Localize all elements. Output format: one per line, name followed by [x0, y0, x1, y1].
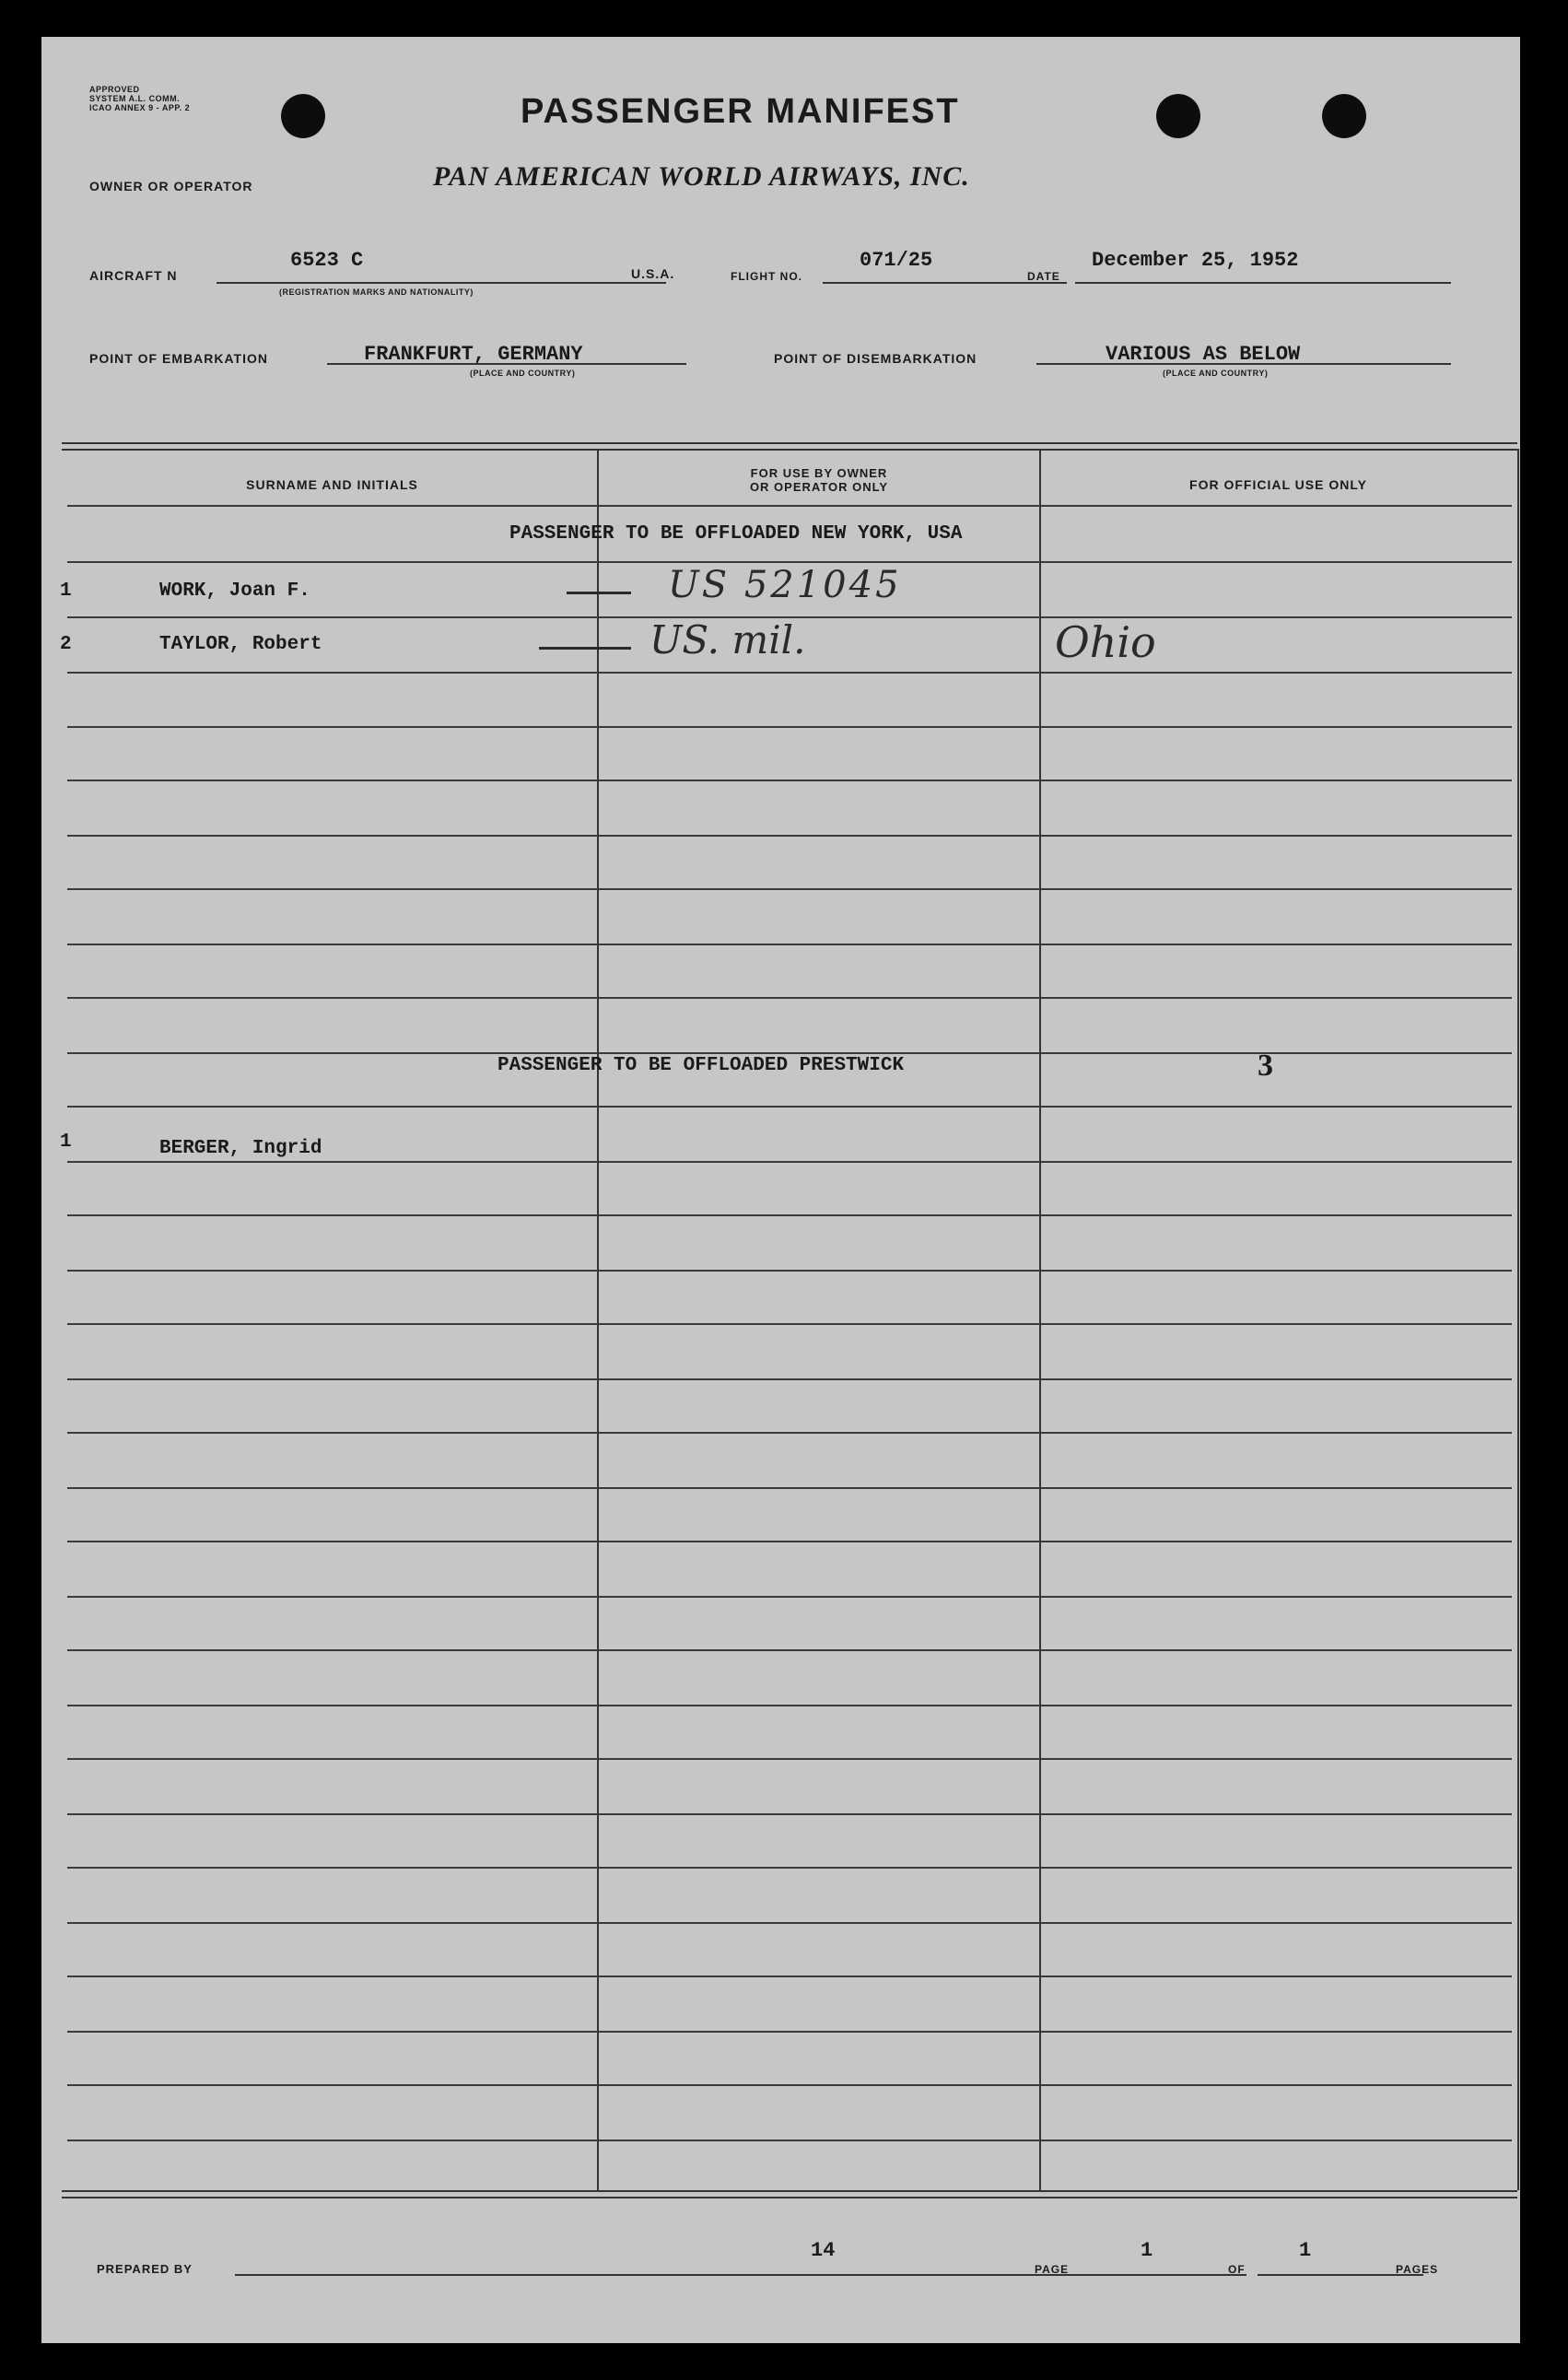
- table-bottom-border: [62, 2190, 1517, 2198]
- ruled-line: [67, 780, 1512, 781]
- ruled-line: [67, 888, 1512, 890]
- ruled-line: [67, 1705, 1512, 1706]
- flight-label: FLIGHT NO.: [731, 270, 802, 283]
- ruled-line: [67, 1323, 1512, 1325]
- owner-note: US 521045: [668, 564, 902, 606]
- of-label: OF: [1228, 2263, 1246, 2276]
- total-passengers: 14: [811, 2239, 836, 2262]
- embarkation-caption: (PLACE AND COUNTRY): [470, 369, 576, 378]
- column-header-owner-use: FOR USE BY OWNER OR OPERATOR ONLY: [749, 466, 889, 494]
- column-divider-1: [597, 449, 599, 2190]
- passenger-name: TAYLOR, Robert: [159, 634, 322, 655]
- owner-note: US. mil.: [649, 617, 806, 662]
- section-count: 3: [1258, 1049, 1273, 1083]
- passenger-number: 1: [60, 1131, 72, 1153]
- ruled-line: [67, 2084, 1512, 2086]
- punch-hole-far-right: [1322, 94, 1366, 138]
- aircraft-value: 6523 C: [290, 249, 364, 272]
- disembarkation-label: POINT OF DISEMBARKATION: [774, 351, 977, 366]
- ruled-line: [67, 1596, 1512, 1598]
- ruled-line: [67, 2031, 1512, 2033]
- ruled-line: [67, 561, 1512, 563]
- pages-label: PAGES: [1396, 2263, 1439, 2276]
- column-divider-2: [1039, 449, 1041, 2190]
- disembarkation-caption: (PLACE AND COUNTRY): [1163, 369, 1269, 378]
- ruled-line: [67, 1432, 1512, 1434]
- ruled-line: [67, 1649, 1512, 1651]
- manifest-title: PASSENGER MANIFEST: [521, 92, 960, 131]
- section-heading-new-york: PASSENGER TO BE OFFLOADED NEW YORK, USA: [509, 523, 963, 545]
- owner-label: OWNER OR OPERATOR: [89, 179, 253, 193]
- registration-caption: (REGISTRATION MARKS AND NATIONALITY): [279, 287, 474, 297]
- column-header-surname: SURNAME AND INITIALS: [246, 477, 418, 492]
- ruled-line: [67, 505, 1512, 507]
- page-number: 1: [1141, 2239, 1153, 2262]
- flight-value: 071/25: [860, 249, 933, 272]
- ruled-line: [67, 672, 1512, 674]
- passenger-name: WORK, Joan F.: [159, 580, 310, 602]
- ruled-line: [67, 1106, 1512, 1108]
- owner-value: PAN AMERICAN WORLD AIRWAYS, INC.: [433, 161, 970, 192]
- ruled-line: [67, 1922, 1512, 1924]
- passenger-number: 2: [60, 634, 72, 655]
- total-pages: 1: [1299, 2239, 1312, 2262]
- table-top-border: [62, 442, 1517, 451]
- passenger-name: BERGER, Ingrid: [159, 1138, 322, 1159]
- manifest-page: [41, 37, 1520, 2343]
- ruled-line: [67, 1487, 1512, 1489]
- page-label: PAGE: [1035, 2263, 1070, 2276]
- ruled-line: [67, 1867, 1512, 1869]
- ruled-line: [67, 1214, 1512, 1216]
- embarkation-value: FRANKFURT, GERMANY: [364, 343, 583, 366]
- ruled-line: [67, 726, 1512, 728]
- ruled-line: [67, 997, 1512, 999]
- table-right-edge: [1517, 449, 1519, 2190]
- dash-mark: [567, 592, 631, 594]
- ruled-line: [67, 1758, 1512, 1760]
- ruled-line: [67, 1161, 1512, 1163]
- aircraft-label: AIRCRAFT N: [89, 268, 178, 283]
- ruled-line: [67, 1541, 1512, 1542]
- ruled-line: [67, 1976, 1512, 1977]
- disembarkation-value: VARIOUS AS BELOW: [1106, 343, 1301, 366]
- usa-label: U.S.A.: [631, 266, 675, 281]
- punch-hole-left: [281, 94, 325, 138]
- date-label: DATE: [1027, 270, 1060, 283]
- ruled-line: [67, 835, 1512, 837]
- prepared-by-label: PREPARED BY: [97, 2262, 193, 2276]
- official-note: Ohio: [1055, 617, 1156, 667]
- dash-mark: [539, 647, 631, 650]
- ruled-line: [67, 944, 1512, 945]
- date-value: December 25, 1952: [1092, 249, 1299, 272]
- embarkation-label: POINT OF EMBARKATION: [89, 351, 268, 366]
- ruled-line: [67, 1270, 1512, 1272]
- section-heading-prestwick: PASSENGER TO BE OFFLOADED PRESTWICK: [497, 1055, 905, 1076]
- passenger-number: 1: [60, 580, 72, 602]
- column-header-official: FOR OFFICIAL USE ONLY: [1189, 477, 1367, 492]
- approval-stamp: APPROVED SYSTEM A.L. COMM. ICAO ANNEX 9 - APP. 2: [89, 85, 191, 112]
- ruled-line: [67, 2140, 1512, 2141]
- punch-hole-right: [1156, 94, 1200, 138]
- ruled-line: [67, 1378, 1512, 1380]
- ruled-line: [67, 1813, 1512, 1815]
- ruled-line: [67, 1052, 1512, 1054]
